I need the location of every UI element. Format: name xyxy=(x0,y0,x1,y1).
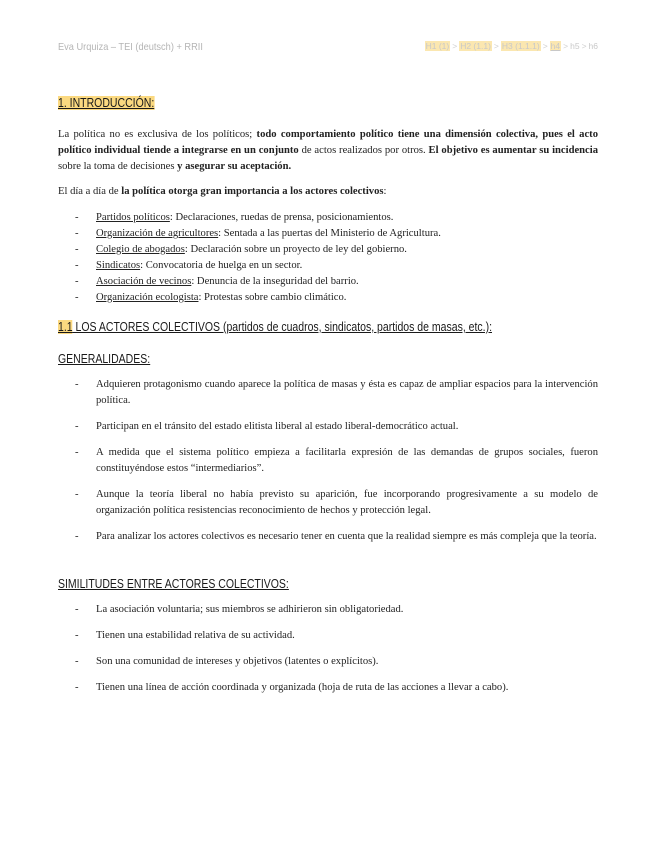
list-item-text: : Convocatoria de huelga en un sector. xyxy=(140,260,303,271)
dash-bullet: - xyxy=(75,228,79,239)
list-item-text: Tienen una estabilidad relativa de su actividad. xyxy=(96,630,295,641)
section-heading-actores: 1.1 LOS ACTORES COLECTIVOS (partidos de cuadros, sindicatos, partidos de masas, etc.): xyxy=(58,320,493,334)
list-item xyxy=(58,487,598,519)
heading-level-item: H3 (1.1.1) xyxy=(501,41,540,51)
similitudes-list xyxy=(58,602,598,706)
list-item xyxy=(58,602,598,618)
list-item-text: Tienen una línea de acción coordinada y organizada (hoja de ruta de las acciones a llevar a cabo). xyxy=(96,682,509,693)
nav-separator: > xyxy=(581,41,587,51)
dash-bullet: - xyxy=(75,276,79,287)
list-item-term: Sindicatos xyxy=(96,260,141,271)
dash-bullet: - xyxy=(75,604,79,615)
intro-paragraph: La política no es exclusiva de los políticos; todo comportamiento político tiene una dimensión colectiva, pues el acto político individual tiende a integrarse en un conjunto de actos realizados por otros. El objetivo es aumentar su incidencia sobre la toma de decisiones y asegurar su aceptación. xyxy=(58,129,598,172)
heading-level-legend xyxy=(425,41,598,51)
list-item xyxy=(58,210,598,226)
list-item-term: Colegio de abogados xyxy=(96,244,185,255)
list-item xyxy=(58,258,598,274)
nav-separator: > xyxy=(542,41,548,51)
list-item-term: Organización ecologista xyxy=(96,292,199,303)
generalidades-list xyxy=(58,377,598,555)
list-item xyxy=(58,226,598,242)
list-item-text: : Declaración sobre un proyecto de ley del gobierno. xyxy=(184,244,407,255)
list-item-text: Adquieren protagonismo cuando aparece la política de masas y ésta es capaz de ampliar espacios para la intervención política. xyxy=(96,379,598,406)
dash-bullet: - xyxy=(75,292,79,303)
subheading-generalidades: GENERALIDADES: xyxy=(58,352,151,366)
dash-bullet: - xyxy=(75,630,79,641)
heading-level-item: H1 (1) xyxy=(425,41,450,51)
list-item-text: Para analizar los actores colectivos es necesario tener en cuenta que la realidad siempre es más compleja que la teoría. xyxy=(96,531,597,542)
dash-bullet: - xyxy=(75,656,79,667)
list-item-text: : Protestas sobre cambio climático. xyxy=(198,292,347,303)
dash-bullet: - xyxy=(75,447,79,458)
list-item-text: : Denuncia de la inseguridad del barrio. xyxy=(191,276,359,287)
heading-level-item: h5 xyxy=(570,41,580,51)
heading-level-item: H2 (1.1) xyxy=(460,41,491,51)
list-item xyxy=(58,654,598,670)
section-heading-intro: 1. INTRODUCCIÓN: xyxy=(58,96,155,110)
intro-paragraph-2: El día a día de la política otorga gran importancia a los actores colectivos: xyxy=(58,186,387,197)
list-item xyxy=(58,274,598,290)
dash-bullet: - xyxy=(75,531,79,542)
dash-bullet: - xyxy=(75,379,79,390)
list-item xyxy=(58,242,598,258)
list-item-text: : Declaraciones, ruedas de prensa, posicionamientos. xyxy=(169,212,394,223)
list-item xyxy=(58,290,598,306)
header-author: Eva Urquiza – TEI (deutsch) + RRII xyxy=(58,41,203,53)
list-item-term: Partidos políticos xyxy=(96,212,170,223)
list-item-text: Participan en el tránsito del estado elitista liberal al estado liberal-democrático actual. xyxy=(96,421,459,432)
list-item-text: : Sentada a las puertas del Ministerio de Agricultura. xyxy=(218,228,441,239)
dash-bullet: - xyxy=(75,212,79,223)
dash-bullet: - xyxy=(75,421,79,432)
list-item xyxy=(58,419,598,435)
dash-bullet: - xyxy=(75,489,79,500)
list-item-text: La asociación voluntaria; sus miembros se adhirieron sin obligatoriedad. xyxy=(96,604,404,615)
dash-bullet: - xyxy=(75,682,79,693)
list-item xyxy=(58,628,598,644)
list-item-term: Asociación de vecinos xyxy=(96,276,192,287)
heading-level-item: h4 xyxy=(550,41,561,51)
list-item-text: A medida que el sistema político empieza a facilitarla expresión de las demandas de grupos sociales, fueron constituyéndose estos “intermediarios”. xyxy=(96,447,598,474)
nav-separator: > xyxy=(563,41,569,51)
list-item xyxy=(58,529,598,545)
examples-list xyxy=(58,210,598,306)
list-item-text: Aunque la teoría liberal no había previsto su aparición, fue incorporando progresivamente a su modelo de organización política resistencias reconocimiento de hechos y protección legal. xyxy=(96,489,598,516)
list-item xyxy=(58,680,598,696)
dash-bullet: - xyxy=(75,244,79,255)
subheading-similitudes: SIMILITUDES ENTRE ACTORES COLECTIVOS: xyxy=(58,577,289,591)
list-item-text: Son una comunidad de intereses y objetivos (latentes o explícitos). xyxy=(96,656,379,667)
list-item-term: Organización de agricultores xyxy=(96,228,219,239)
heading-level-item: h6 xyxy=(588,41,598,51)
dash-bullet: - xyxy=(75,260,79,271)
nav-separator: > xyxy=(493,41,499,51)
list-item xyxy=(58,445,598,477)
nav-separator: > xyxy=(452,41,458,51)
list-item xyxy=(58,377,598,409)
